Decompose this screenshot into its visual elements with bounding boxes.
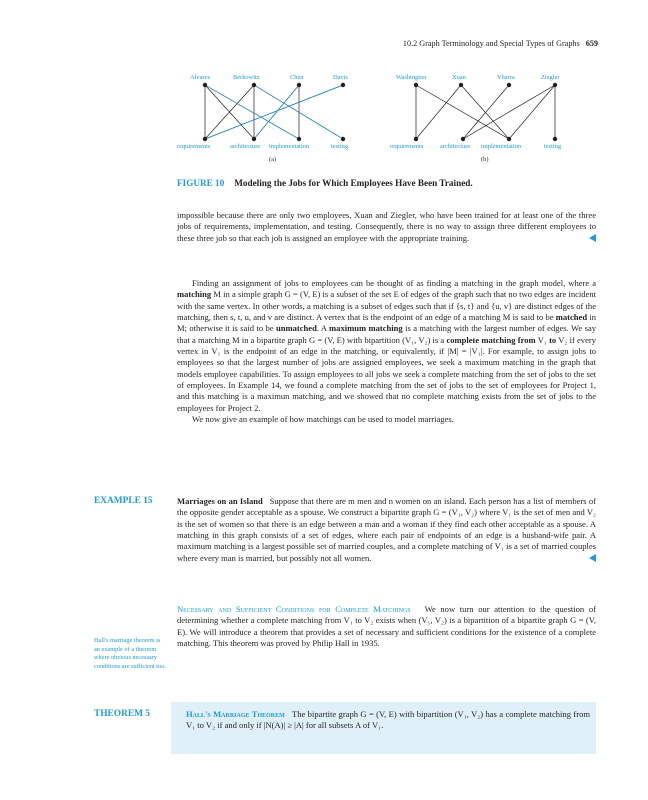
match-davis-requirements — [205, 85, 343, 139]
paragraph-1-text: impossible because there are only two employees, Xuan and Ziegler, who have been trained for at least one of the three jobs of requirements, implementation, and testing. Consequently, there is no way to assign three different employees to these three job so that each job is assigned an employee with the appropriate training. — [177, 210, 596, 243]
edge-ziegler-implementation — [509, 85, 555, 139]
paragraph-3-text: We now give an example of how matchings can be used to model marriages. — [192, 414, 454, 425]
theorem-5 — [186, 709, 590, 732]
match-berkowitz-testing — [254, 85, 343, 139]
vertex-a-testing — [341, 137, 345, 141]
label-b-testing: testing — [544, 143, 562, 150]
figure-number: FIGURE 10 — [177, 178, 225, 188]
label-alvarez: Alvarez — [190, 74, 211, 81]
page-number: 659 — [585, 39, 598, 48]
label-chen: Chen — [290, 74, 304, 81]
term-matched: matched — [555, 312, 588, 323]
vertex-washington — [414, 83, 418, 87]
vertex-b-implementation — [507, 137, 511, 141]
label-ybarra: Ybarra — [497, 74, 515, 81]
label-b-architecture: architecture — [440, 143, 471, 150]
vertex-xuan — [459, 83, 463, 87]
p2-text-4: . A — [316, 323, 330, 334]
vertex-ziegler — [553, 83, 557, 87]
graph-b-label: (b) — [481, 156, 489, 163]
term-to: to — [549, 334, 557, 345]
edge-xuan-requirements — [416, 85, 461, 139]
vertex-davis — [341, 83, 345, 87]
vertex-b-architecture — [461, 137, 465, 141]
label-b-implementation: implementation — [481, 143, 522, 150]
theorem-heading: Hall's Marriage Theorem — [186, 709, 285, 719]
end-of-example-icon — [589, 234, 596, 242]
p2-text-3: in M; otherwise it is said to be — [177, 312, 596, 334]
theorem-label: THEOREM 5 — [94, 709, 150, 719]
section-text: We now turn our attention to the question of determining whether a complete matching from V₁ to V₂ exists when (V₁, V₂) is a bipartition of a bipartite graph G = (V, E). We will introduce a theorem that provides a set of necessary and sufficient conditions for the existence of a complete matching. This theorem was proved by Philip Hall in 1935. — [177, 604, 596, 649]
term-matching: matching — [177, 289, 212, 300]
edge-ziegler-architecture — [463, 85, 555, 139]
section-heading: Necessary and Sufficient Conditions for Complete Matchings — [177, 604, 411, 614]
vertex-ybarra — [507, 83, 511, 87]
margin-note: Hall's marriage theorem is an example of a theorem where obvious necessary conditions are sufficient too. — [94, 637, 166, 671]
p2-text-6: V₁ — [535, 334, 550, 345]
label-davis: Davis — [333, 74, 348, 81]
label-washington: Washington — [396, 74, 427, 81]
paragraph-2 — [177, 278, 596, 425]
match-alvarez-implementation — [205, 85, 299, 139]
running-head-section: 10.2 Graph Terminology and Special Types of Graphs — [402, 39, 580, 48]
graph-b-vertices — [414, 83, 557, 141]
label-a-testing: testing — [331, 143, 349, 150]
vertex-chen — [297, 83, 301, 87]
paragraph-1 — [177, 210, 596, 244]
label-berkowitz: Berkowitz — [233, 74, 260, 81]
label-ziegler: Ziegler — [541, 74, 560, 81]
vertex-a-requirements — [203, 137, 207, 141]
vertex-berkowitz — [252, 83, 256, 87]
graph-a-matching-edges — [205, 85, 343, 139]
figure-caption — [177, 178, 473, 188]
theorem-text: The bipartite graph G = (V, E) with bipartition (V₁, V₂) has a complete matching from V₁ to V₂ if and only if |N(A)| ≥ |A| for all subsets A of V₁. — [186, 709, 590, 731]
term-maximum-matching: maximum matching — [329, 323, 403, 334]
label-a-implementation: implementation — [269, 143, 310, 150]
term-unmatched: unmatched — [276, 323, 317, 334]
p2-text-1: Finding an assignment of jobs to employees can be thought of as finding a matching in the graph model, where a — [192, 278, 596, 288]
term-complete-matching: complete matching from — [446, 334, 536, 345]
graph-a-label: (a) — [269, 156, 277, 163]
vertex-a-implementation — [297, 137, 301, 141]
example-label: EXAMPLE 15 — [94, 496, 153, 506]
edge-washington-implementation — [416, 85, 509, 139]
p2-text-5: is a matching with the largest number of edges. We say that a matching M in a bipartite graph G = (V, E) with bipartition (V₁, V₂) is a — [177, 323, 597, 345]
label-b-requirements: requirements — [390, 143, 424, 150]
vertex-alvarez — [203, 83, 207, 87]
vertex-b-requirements — [414, 137, 418, 141]
label-a-architecture: architecture — [230, 143, 261, 150]
vertex-a-architecture — [252, 137, 256, 141]
figure-title: Modeling the Jobs for Which Employees Have Been Trained. — [234, 178, 473, 188]
necessary-conditions-section — [177, 604, 596, 649]
example-15 — [177, 496, 596, 564]
example-text: Suppose that there are m men and n women on an island. Each person has a list of members of the opposite gender acceptable as a spouse. We construct a bipartite graph G = (V₁, V₂) where V₁ is the set of men and V₂ is the set of women so that there is an edge between a man and a woman if they find each other acceptable as a spouse. A matching in this graph consists of a set of edges, where each pair of endpoints of an edge is a husband-wife pair. A maximum matching is a largest possible set of married couples, and a complete matching of V₁ is a set of married couples where every man is married, but possibly not all women. — [177, 496, 596, 563]
vertex-b-testing — [553, 137, 557, 141]
p2-text-2: M in a simple graph G = (V, E) is a subset of the set E of edges of the graph such that no two edges are incident with the same vertex. In other words, a matching is a subset of edges such that if {s, t} and {u, v} are distinct edges of the matching, then s, t, u, and v are distinct. A vertex that is the endpoint of an edge of a matching M is said to be — [177, 289, 596, 323]
label-xuan: Xuan — [452, 74, 466, 81]
label-a-requirements: requirements — [177, 143, 211, 150]
end-of-example-icon — [589, 554, 596, 562]
p2-text-7: V₂ if every vertex in V₁ is the endpoint of an edge in the matching, or equivalently, if |M| = |V₁|. For example, to assign jobs to employees so that the largest number of jobs are assigned employees, we seek a maximum matching in the graph that models employee capabilities. To assign employees to all jobs we seek a complete matching from the set of jobs to the set of employees. In Example 14, we found a complete matching from the set of jobs to the set of employees for Project 1, and this matching is a maximun matching, and we showed that no complete matching exists from the set of jobs to the employees for Project 2. — [177, 334, 596, 413]
example-title: Marriages on an Island — [177, 496, 263, 506]
graph-b-edges — [416, 85, 555, 139]
match-chen-architecture — [254, 85, 299, 139]
